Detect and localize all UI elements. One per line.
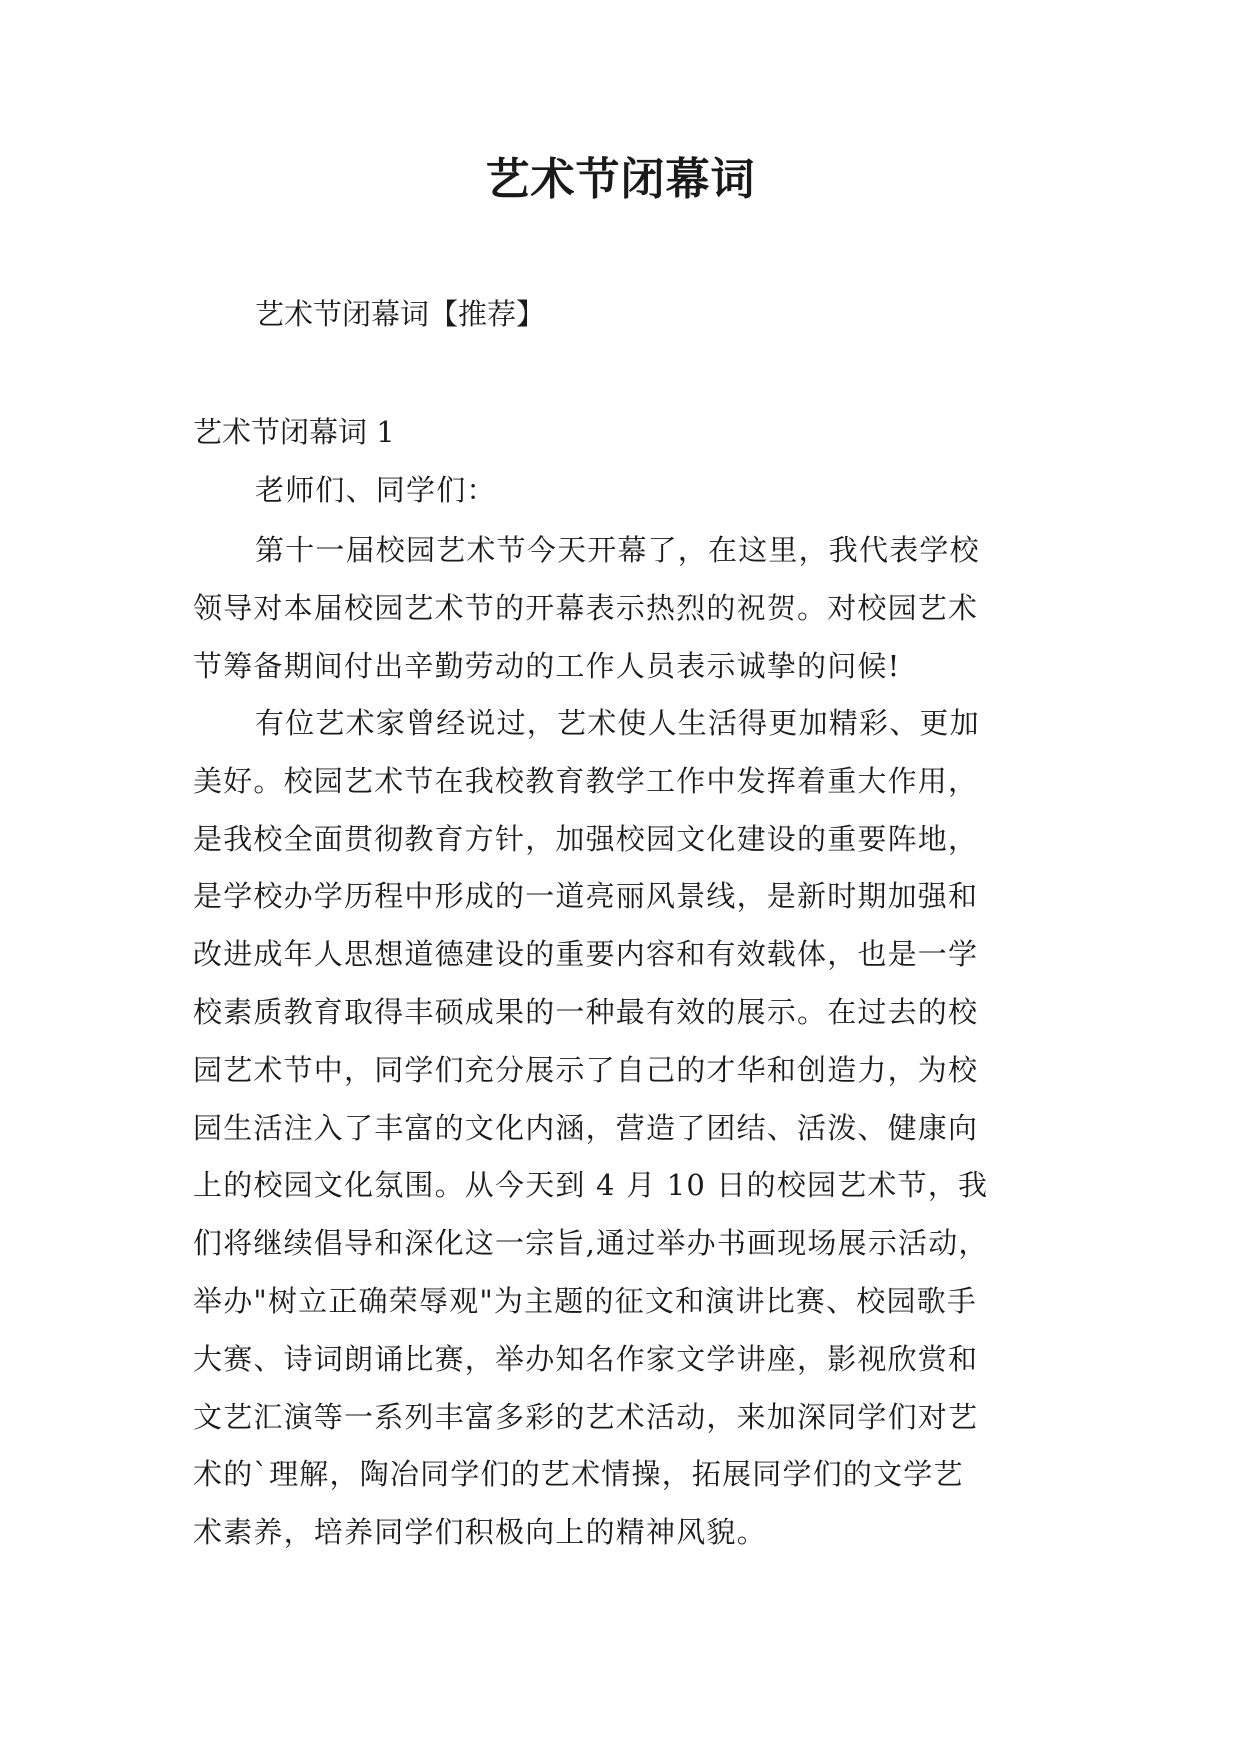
paragraph-line: 举办"树立正确荣辱观"为主题的征文和演讲比赛、校园歌手 (193, 1283, 978, 1318)
paragraph-line: 领导对本届校园艺术节的开幕表示热烈的祝贺。对校园艺术 (193, 590, 979, 625)
paragraph-line: 是我校全面贯彻教育方针，加强校园文化建设的重要阵地， (193, 821, 979, 856)
paragraph-line: 术的`理解，陶冶同学们的艺术情操，拓展同学们的文学艺 (193, 1457, 964, 1492)
greeting (193, 462, 1055, 520)
paragraph-2 (193, 695, 1055, 1562)
paragraph-line: 术素养，培养同学们积极向上的精神风貌。 (193, 1515, 767, 1550)
document-subtitle: 艺术节闭幕词【推荐】 (255, 297, 546, 331)
paragraph-line: 大赛、诗词朗诵比赛，举办知名作家文学讲座，影视欣赏和 (193, 1341, 979, 1376)
paragraph-line: 是学校办学历程中形成的一道亮丽风景线，是新时期加强和 (193, 879, 979, 914)
document-title: 艺术节闭幕词 (485, 154, 756, 205)
paragraph-line: 美好。校园艺术节在我校教育教学工作中发挥着重大作用， (193, 763, 979, 798)
paragraph-line: 校素质教育取得丰硕成果的一种最有效的展示。在过去的校 (193, 994, 979, 1029)
paragraph-line: 们将继续倡导和深化这一宗旨,通过举办书画现场展示活动， (193, 1226, 989, 1261)
paragraph-line: 文艺汇演等一系列丰富多彩的艺术活动，来加深同学们对艺 (193, 1399, 979, 1434)
paragraph-line: 有位艺术家曾经说过，艺术使人生活得更加精彩、更加 (255, 706, 980, 740)
greeting-line: 老师们、同学们： (255, 473, 497, 507)
paragraph-line: 节筹备期间付出辛勤劳动的工作人员表示诚挚的问候! (193, 648, 901, 683)
paragraph-line: 园艺术节中，同学们充分展示了自己的才华和创造力，为校 (193, 1052, 979, 1087)
paragraph-line: 上的校园文化氛围。从今天到 4 月 10 日的校园艺术节，我 (193, 1168, 989, 1203)
paragraph-line: 园生活注入了丰富的文化内涵，营造了团结、活泼、健康向 (193, 1110, 979, 1145)
paragraph-1 (193, 522, 1055, 695)
paragraph-line: 改进成年人思想道德建设的重要内容和有效载体，也是一学 (193, 937, 979, 972)
section-heading: 艺术节闭幕词 1 (193, 415, 395, 449)
paragraph-line: 第十一届校园艺术节今天开幕了，在这里，我代表学校 (255, 533, 980, 567)
